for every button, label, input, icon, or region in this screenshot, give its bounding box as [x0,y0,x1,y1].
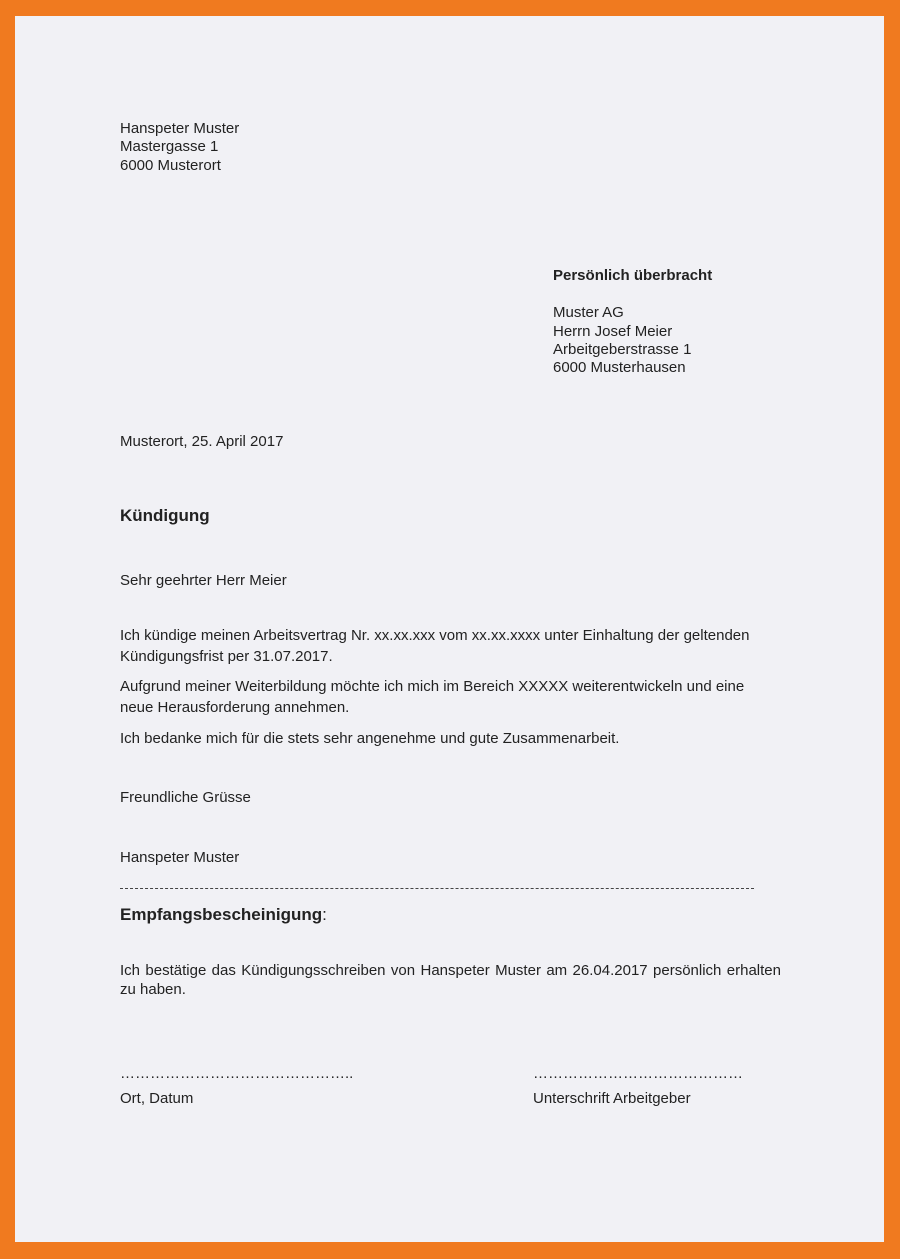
body-paragraph-2: Aufgrund meiner Weiterbildung möchte ich mich im Bereich XXXXX weiterentwickeln und eine neue Herausforderung annehmen. [120,678,745,716]
receipt-title-colon: : [322,905,327,924]
recipient-city: 6000 Musterhausen [553,359,686,376]
sender-city: 6000 Musterort [120,157,221,174]
date-line: Musterort, 25. April 2017 [120,433,284,450]
letter-subject: Kündigung [120,506,210,525]
receipt-title: Empfangsbescheinigung [120,905,323,924]
closing: Freundliche Grüsse [120,789,251,806]
employer-signature-dotted-line: …………………………………… [533,1065,743,1082]
recipient-person: Herrn Josef Meier [553,323,673,340]
recipient-street: Arbeitgeberstrasse 1 [553,341,692,358]
location-date-label: Ort, Datum [120,1090,194,1107]
separator-line [120,888,754,889]
delivery-note: Persönlich überbracht [553,267,713,284]
sender-street: Mastergasse 1 [120,138,219,155]
receipt-heading [120,906,327,925]
sender-name: Hanspeter Muster [120,120,240,137]
location-date-dotted-line: ……………………………………….. [120,1065,354,1082]
letter-page [15,16,884,1242]
salutation: Sehr geehrter Herr Meier [120,572,287,589]
body-paragraph-1: Ich kündige meinen Arbeitsvertrag Nr. xx.xx.xxx vom xx.xx.xxxx unter Einhaltung der geltenden Kündigungsfrist per 31.07.2017. [120,627,750,665]
receipt-text: Ich bestätige das Kündigungsschreiben von Hanspeter Muster am 26.04.2017 persönlich erhalten zu haben. [120,962,781,998]
body-paragraph-3: Ich bedanke mich für die stets sehr angenehme und gute Zusammenarbeit. [120,730,620,747]
recipient-company: Muster AG [553,304,624,321]
signature-name: Hanspeter Muster [120,849,240,866]
employer-signature-label: Unterschrift Arbeitgeber [533,1090,691,1107]
